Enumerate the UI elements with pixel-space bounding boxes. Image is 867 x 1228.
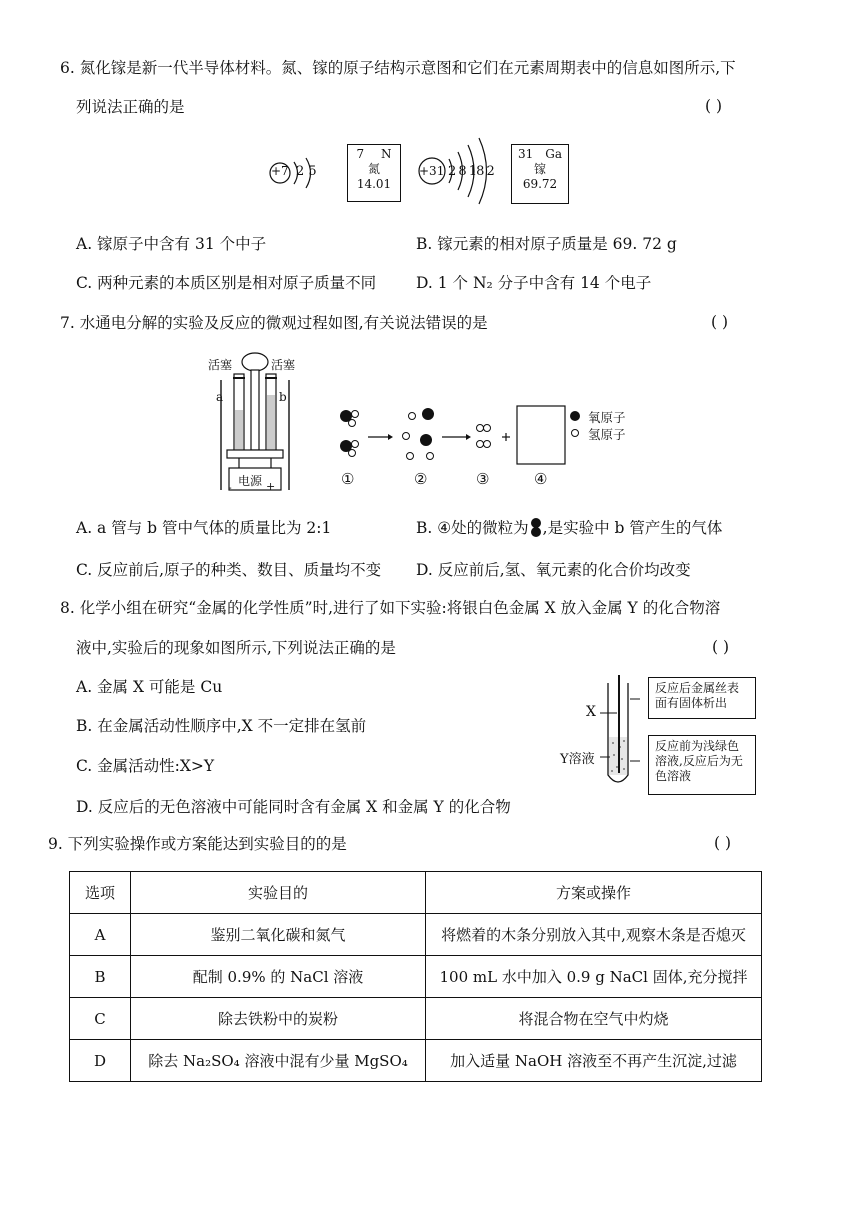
q7-option-c: C. 反应前后,原子的种类、数目、质量均不变: [76, 561, 382, 579]
row-c-option: C: [70, 998, 131, 1040]
q8-stem-line1: 8. 化学小组在研究“金属的化学性质”时,进行了如下实验:将银白色金属 X 放入金属 Y 的化合物溶: [60, 599, 721, 617]
row-a-method: 将燃着的木条分别放入其中,观察木条是否熄灭: [426, 914, 762, 956]
power-supply-label: 电源: [238, 474, 263, 488]
row-b-method: 100 mL 水中加入 0.9 g NaCl 固体,充分搅拌: [426, 956, 762, 998]
table-row: [70, 1040, 762, 1082]
q7-option-b-prefix: B. ④处的微粒为: [416, 519, 529, 537]
q8-option-a: A. 金属 X 可能是 Cu: [76, 678, 223, 696]
row-a-purpose: 鉴别二氧化碳和氮气: [131, 914, 426, 956]
table-header-row: [70, 872, 762, 914]
q8-stem-line2: 液中,实验后的现象如图所示,下列说法正确的是: [76, 639, 396, 657]
q6-option-d: D. 1 个 N₂ 分子中含有 14 个电子: [416, 274, 652, 292]
solution-y-label: Y溶液: [560, 752, 595, 767]
test-tube-diagram: [600, 675, 640, 795]
header-purpose: 实验目的: [131, 872, 426, 914]
row-a-option: A: [70, 914, 131, 956]
q7-option-b: [416, 518, 722, 538]
stage-label-3: ③: [476, 470, 490, 488]
q8-option-b: B. 在金属活动性顺序中,X 不一定排在氢前: [76, 717, 367, 735]
water-decomposition-micro-process: [330, 400, 590, 470]
q6-stem-line1: 6. 氮化镓是新一代半导体材料。氮、镓的原子结构示意图和它们在元素周期表中的信息如图所示,下: [60, 59, 736, 77]
nitrogen-element-cell: [347, 144, 401, 202]
gallium-atomic-number: 31: [517, 147, 534, 161]
right-stopcock-label: 活塞: [271, 358, 296, 372]
row-d-option: D: [70, 1040, 131, 1082]
q7-option-b-suffix: ,是实验中 b 管产生的气体: [542, 519, 723, 537]
gallium-symbol: Ga: [545, 147, 562, 161]
row-d-method: 加入适量 NaOH 溶液至不再产生沉淀,过滤: [426, 1040, 762, 1082]
gallium-element-cell: [511, 144, 569, 204]
q8-option-d: D. 反应后的无色溶液中可能同时含有金属 X 和金属 Y 的化合物: [76, 798, 511, 816]
row-c-purpose: 除去铁粉中的炭粉: [131, 998, 426, 1040]
nitrogen-nucleus-charge: +7: [271, 164, 289, 178]
q6-option-a: A. 镓原子中含有 31 个中子: [76, 235, 267, 253]
gallium-atomic-mass: 69.72: [522, 177, 558, 191]
row-b-purpose: 配制 0.9% 的 NaCl 溶液: [131, 956, 426, 998]
row-c-method: 将混合物在空气中灼烧: [426, 998, 762, 1040]
power-plus-label: +: [266, 480, 276, 493]
metal-x-label: X: [586, 704, 596, 720]
header-option: 选项: [70, 872, 131, 914]
gallium-nucleus-charge: +31: [419, 164, 445, 178]
q8-option-c: C. 金属活动性:X>Y: [76, 757, 215, 775]
q6-option-c: C. 两种元素的本质区别是相对原子质量不同: [76, 274, 377, 292]
stage-label-2: ②: [414, 470, 428, 488]
observation-note-metal: 反应后金属丝表面有固体析出: [648, 677, 756, 719]
gallium-shell-electrons: 2 8 18 2: [448, 164, 494, 179]
oxygen-molecule-icon: [529, 518, 543, 538]
nitrogen-atomic-number: 7: [356, 147, 365, 161]
q7-answer-paren: ( ): [711, 313, 729, 331]
stage-label-4: ④: [534, 470, 548, 488]
tube-b-label: b: [279, 390, 287, 404]
q6-option-b: B. 镓元素的相对原子质量是 69. 72 g: [416, 235, 677, 253]
legend-hydrogen-atom: 氢原子: [588, 427, 626, 442]
q8-answer-paren: ( ): [712, 638, 730, 656]
row-d-purpose: 除去 Na₂SO₄ 溶液中混有少量 MgSO₄: [131, 1040, 426, 1082]
tube-a-label: a: [216, 390, 224, 404]
nitrogen-symbol: N: [381, 147, 392, 161]
gallium-name: 镓: [533, 162, 546, 176]
row-b-option: B: [70, 956, 131, 998]
stage-label-1: ①: [341, 470, 355, 488]
q7-stem: 7. 水通电分解的实验及反应的微观过程如图,有关说法错误的是: [60, 314, 488, 332]
q9-stem: 9. 下列实验操作或方案能达到实验目的的是: [48, 835, 347, 853]
table-row: [70, 998, 762, 1040]
table-row: [70, 914, 762, 956]
nitrogen-shell-electrons: 2 5: [296, 164, 317, 179]
table-row: [70, 956, 762, 998]
q9-answer-paren: ( ): [714, 834, 732, 852]
nitrogen-name: 氮: [367, 162, 380, 176]
q7-option-a: A. a 管与 b 管中气体的质量比为 2:1: [76, 519, 332, 537]
header-method: 方案或操作: [426, 872, 762, 914]
q6-answer-paren: ( ): [705, 97, 723, 115]
nitrogen-atomic-mass: 14.01: [356, 177, 392, 191]
legend-oxygen-atom: 氧原子: [588, 410, 626, 425]
q9-options-table: [69, 871, 762, 1082]
q7-option-d: D. 反应前后,氢、氧元素的化合价均改变: [416, 561, 691, 579]
observation-note-solution: 反应前为浅绿色溶液,反应后为无色溶液: [648, 735, 756, 795]
power-minus-label: -: [228, 481, 232, 494]
left-stopcock-label: 活塞: [208, 358, 233, 372]
q6-stem-line2: 列说法正确的是: [76, 98, 185, 116]
